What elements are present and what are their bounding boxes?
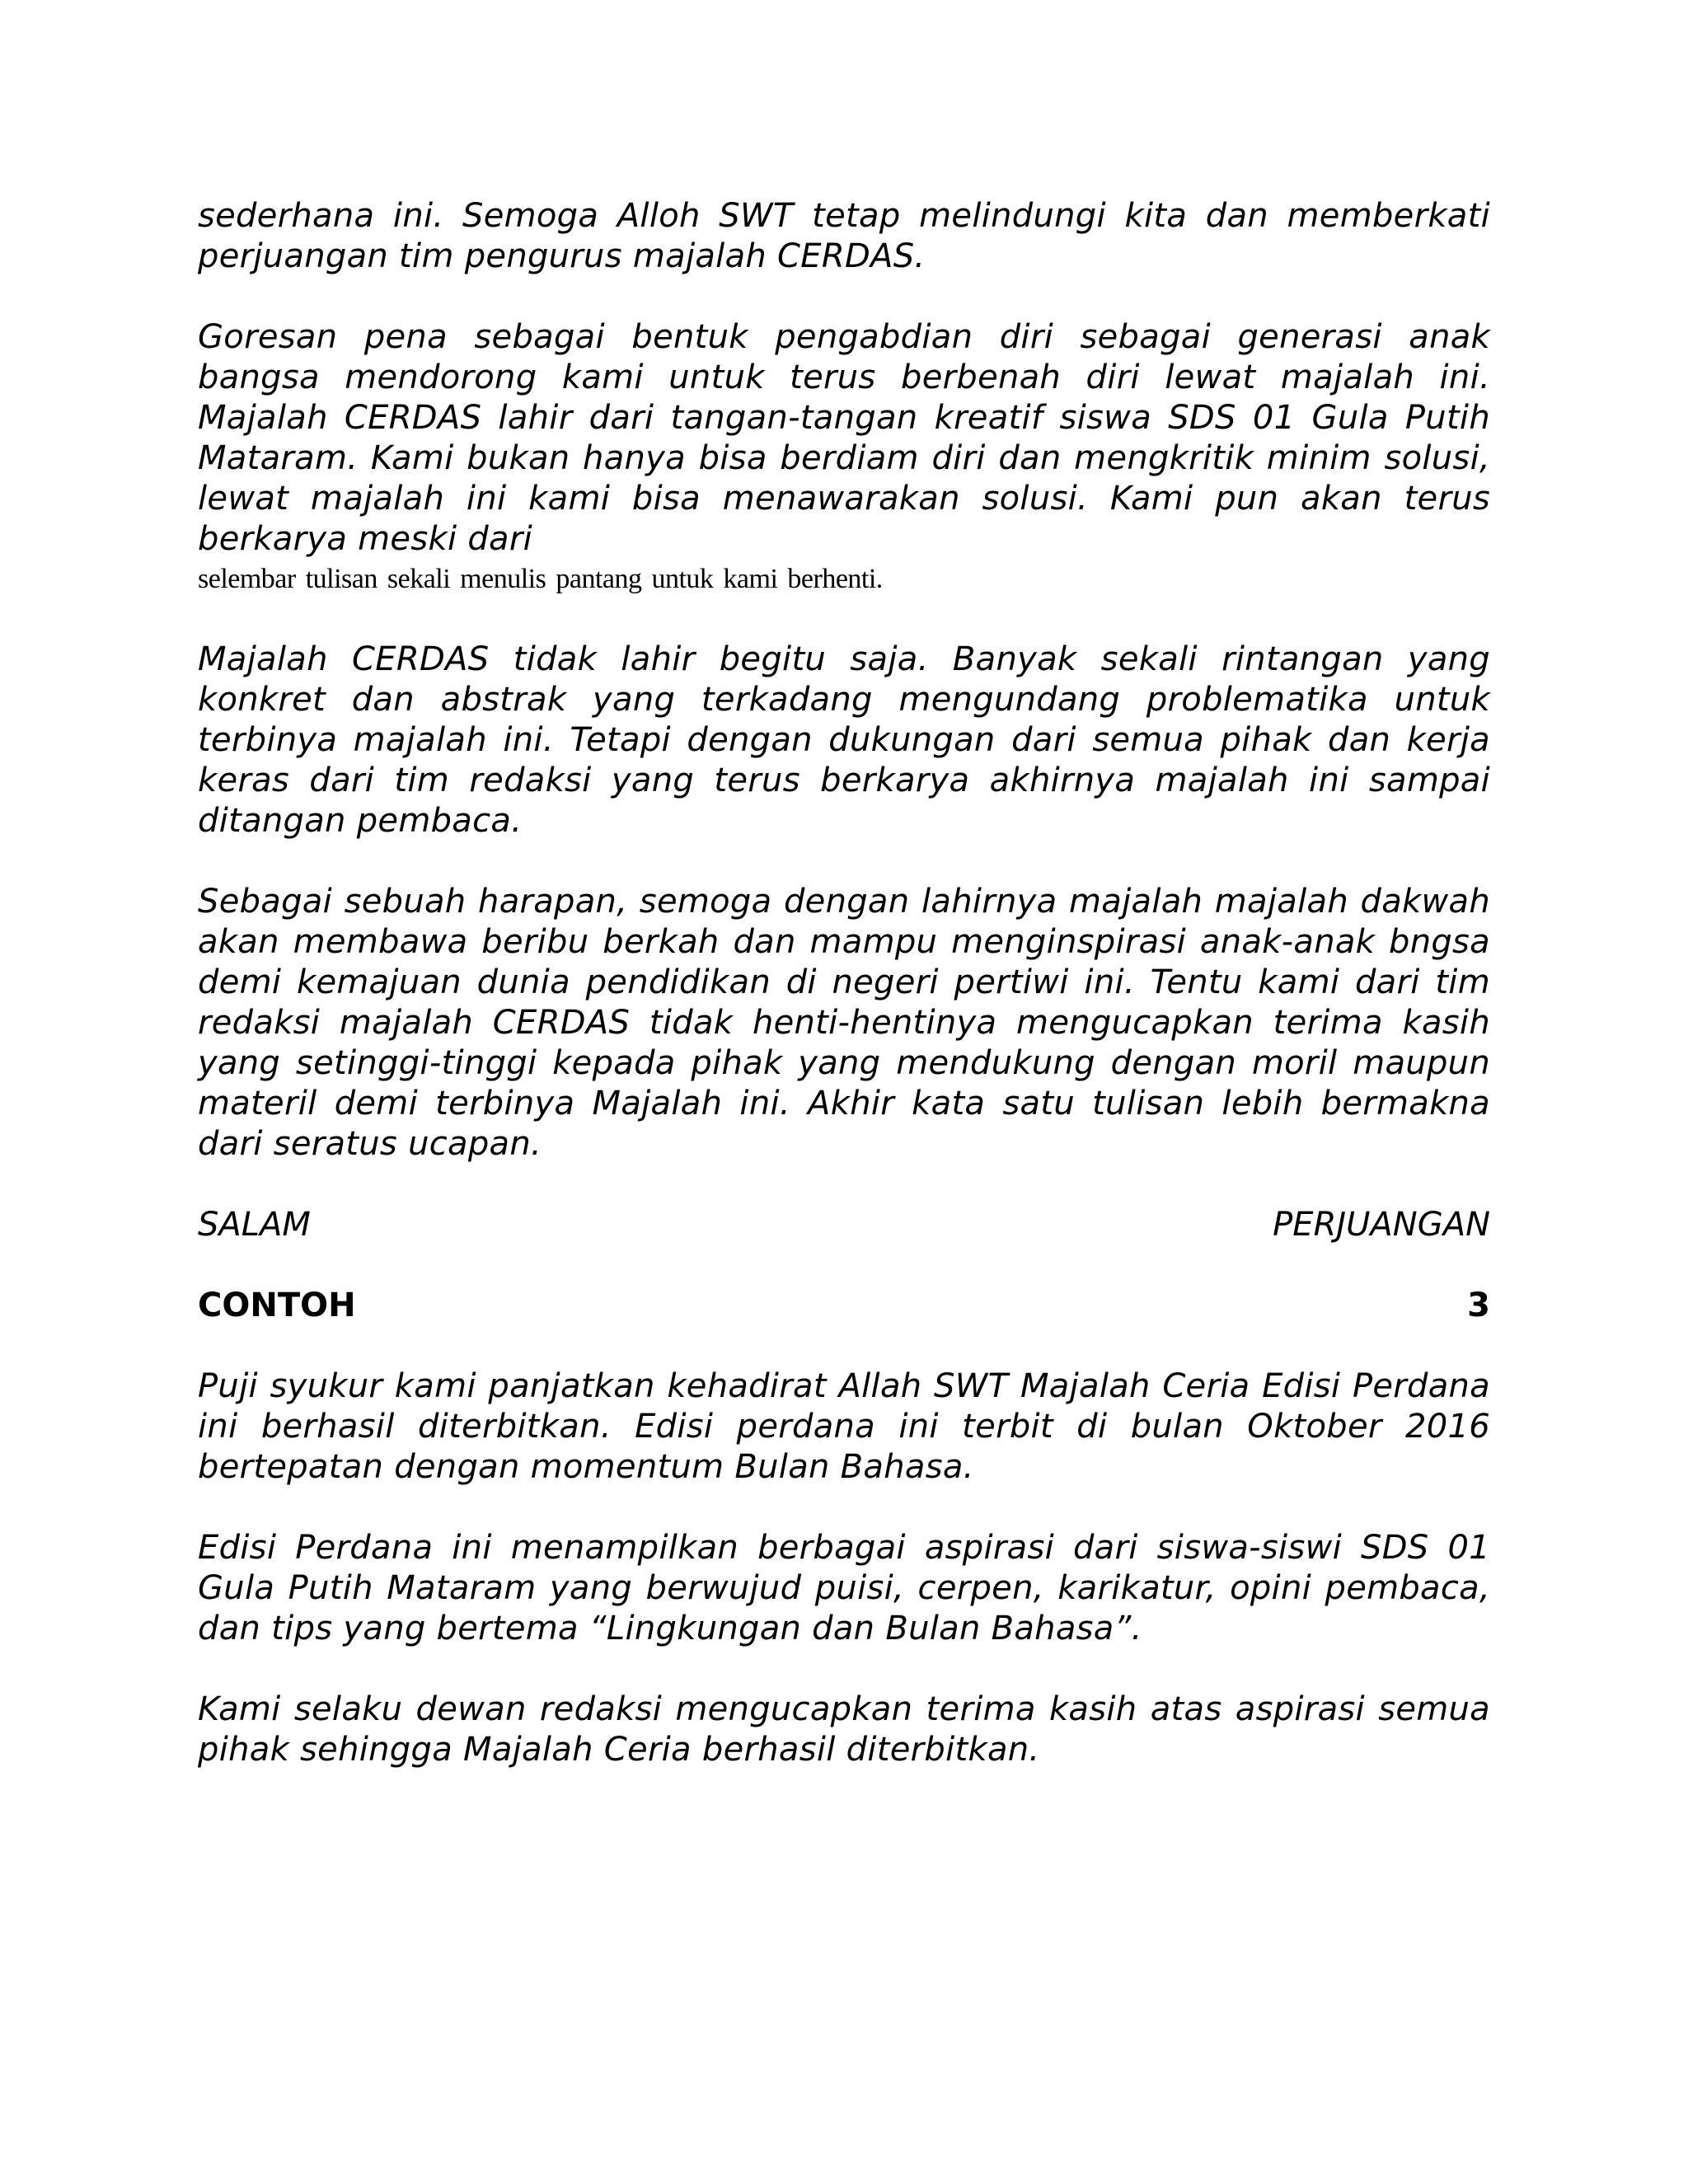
paragraph-goresan-pena-continuation: selembar tulisan sekali menulis pantang untuk kami berhenti.	[198, 564, 883, 594]
paragraph-harapan: Sebagai sebuah harapan, semoga dengan lahirnya majalah majalah dakwah akan membawa beribu berkah dan mampu menginspirasi anak-anak bngsa demi kemajuan dunia pendidikan di negeri pertiwi ini. Tentu kami dari tim redaksi majalah CERDAS tidak henti-hentinya mengucapkan terima kasih yang setinggi-tinggi kepada pihak yang mendukung dengan moril maupun materil demi terbinya Majalah ini. Akhir kata satu tulisan lebih bermakna dari seratus ucapan.	[198, 883, 1490, 1163]
closing-salutation-right: PERJUANGAN	[1273, 1206, 1490, 1244]
paragraph-puji-syukur: Puji syukur kami panjatkan kehadirat Allah SWT Majalah Ceria Edisi Perdana ini berhasil diterbitkan. Edisi perdana ini terbit di bulan Oktober 2016 bertepatan dengan momentum Bulan Bahasa.	[198, 1367, 1490, 1486]
section-heading	[198, 1286, 1490, 1326]
closing-salutation-left: SALAM	[198, 1206, 311, 1244]
document-page	[198, 196, 1490, 1811]
paragraph-majalah-cerdas: Majalah CERDAS tidak lahir begitu saja. Banyak sekali rintangan yang konkret dan abstrak yang terkadang mengundang problematika untuk terbinya majalah ini. Tetapi dengan dukungan dari semua pihak dan kerja keras dari tim redaksi yang terus berkarya akhirnya majalah ini sampai ditangan pembaca.	[198, 640, 1490, 840]
paragraph-edisi-perdana: Edisi Perdana ini menampilkan berbagai aspirasi dari siswa-siswi SDS 01 Gula Putih Mataram yang berwujud puisi, cerpen, karikatur, opini pembaca, dan tips yang bertema “Lingkungan dan Bulan Bahasa”.	[198, 1529, 1490, 1647]
section-heading-title: CONTOH	[198, 1286, 356, 1324]
paragraph-goresan-pena: Goresan pena sebagai bentuk pengabdian diri sebagai generasi anak bangsa mendorong kami untuk terus berbenah diri lewat majalah ini. Majalah CERDAS lahir dari tangan-tangan kreatif siswa SDS 01 Gula Putih Mataram. Kami bukan hanya bisa berdiam diri dan mengkritik minim solusi, lewat majalah ini kami bisa menawarakan solusi. Kami pun akan terus berkarya meski dari	[198, 318, 1490, 558]
paragraph-terima-kasih: Kami selaku dewan redaksi mengucapkan terima kasih atas aspirasi semua pihak sehingga Majalah Ceria berhasil diterbitkan.	[198, 1690, 1490, 1769]
section-heading-number: 3	[1467, 1286, 1490, 1324]
paragraph-intro-end: sederhana ini. Semoga Alloh SWT tetap melindungi kita dan memberkati perjuangan tim pengurus majalah CERDAS.	[198, 197, 1490, 275]
closing-salutation	[198, 1205, 1490, 1245]
